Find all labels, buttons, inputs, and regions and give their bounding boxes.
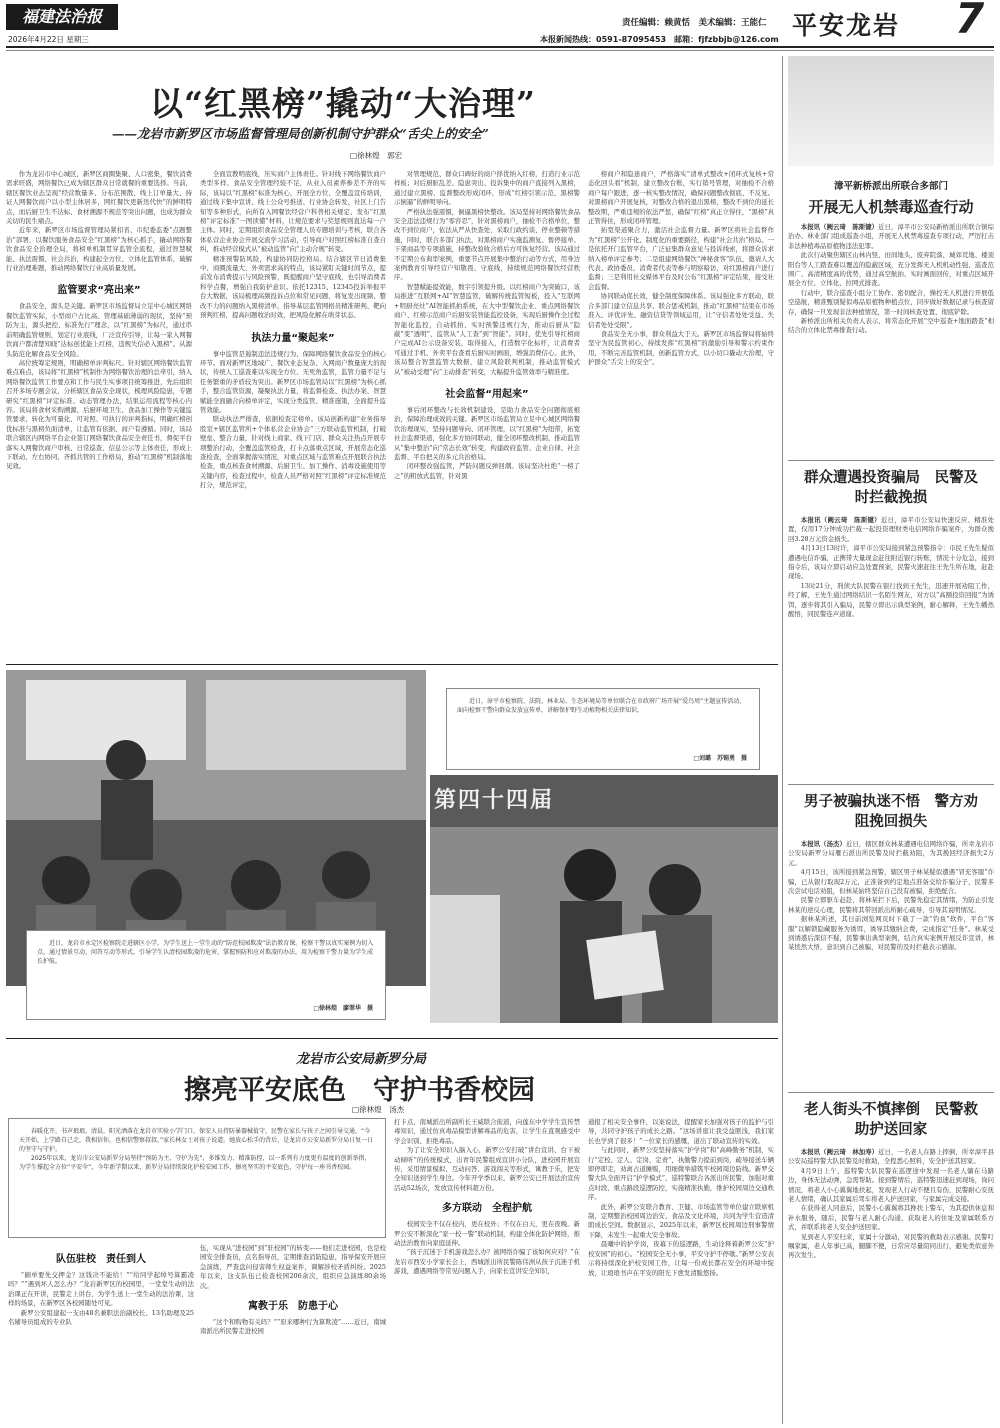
school-kicker: 龙岩市公安局新罗分局 <box>296 1052 427 1067</box>
right-a4-lead: 本报讯（阙云琦 林加寿） <box>800 1148 879 1156</box>
right-a4-title: 老人街头不慎摔倒 民警救助护送回家 <box>804 1101 978 1138</box>
right-a1-lead: 本报讯（阙云琦 陈斯键） <box>800 223 879 231</box>
right-a3-p2: 4月15日，该所接到紧急预警，辖区男子林某疑似遭遇“冒充客服”诈骗，已从银行取现2万元，正准备到约定地点准备交给诈骗分子，民警多次尝试电话劝阻，但林某始终坚信自己没有被骗，拒绝配合。 <box>788 868 994 896</box>
lead-col4-p3: 协同联动促长效，健全制度保障体系。该局强化多方联动，联合多部门建立信息共享、联合惩戒机制，推动“红黑榜”结果在市场准入、评优评先、融资信贷等领域运用，让“守信者处处受益、失信者处处受限”。 <box>588 292 774 329</box>
lead-sec1-p2: 高位统筹定规则，明确榜单评判标尺。针对辖区网络餐饮监管难点难点，该局将“红黑榜”机制作为网络餐饮治理的总牵引，纳入网络餐饮监管工作要点和工作与民生实事项目统筹推进，先后组织召开多场专题会议，分析辖区食品安全现状，梳理风险隐患，专题研究“红黑榜”评定标准、动态管理办法，结果运用流程等核心内容。该局将食材采购溯源、后厨环境卫生、食品加工操作等关键监管要求，转化为可量化、可对照、可执行的评判指标，明确红榜创优标准与黑榜负面清单，让监管有依据、商户有遵循。同时，该局联合辖区内网络平台企业签订网络餐饮食品安全责任书，督促平台落实入网餐饮商户审核、日常巡查、信息公示等主体责任，形成上下联动、左右协同、齐抓共管的工作格局，推动“红黑榜”机制落地见效。 <box>6 358 192 471</box>
page-number: 7 <box>955 0 985 43</box>
school-sec1-p: “刷单要先交押金？这钱决不能给！”“给同学起绰号算霸凌吗？”“遇到坏人怎么办？”龙岩新罗区的校园里，一堂堂生动的法治课正在开讲，民警走上讲台，为学生送上一堂生动的法治课，这样的场景，在新罗区各校园随处可见。 <box>8 1271 194 1308</box>
right-a1-p4: 新桥派出所相关负责人表示，将常态化开展“空中巡查+地面踏查”相结合的立体化禁毒排查行动。 <box>788 317 994 335</box>
school-sec3-heading: 多方联动 全程护航 <box>442 1203 532 1215</box>
lead-col2-p4: 联动执法严排查，依据检查定榜单。该局创新构建“业务指导股室+辖区监管所+个体私营企业协会”三方联动监管机制，打破壁垒、整合力量，针对线上商家、线下门店、群众关注热点开展专项整治行动，全覆盖监管检查，打卡点落重点区域，开展常态化巡查检查，全面掌握落实情况，对重点区域与监管难点开展联合执法检查，重点核查食材溯源、后厨卫生、加工操作、消毒设施使用等关键内容，检查过程中，检查人员严格对照“红黑榜”评定标准规范打分，规范评定， <box>200 415 386 490</box>
masthead-hotline: 本报新闻热线：0591-87095453 邮箱：fjfzbbjb@126.com <box>540 35 779 44</box>
lead-p2: 近年来，新罗区市场监督管理局紧扣省、市纪委监委“点题整治”部署，以餐饮服务食品安全“红黑榜”为核心抓手，撬动网络餐饮食品安全治理全局，将榜单机制贯穿监管全流程，通过智慧赋能、执法震慑、社会共治，构建起全方位、立体化监管体系，破解行业治理难题，推动网络餐饮行业高质量发展。 <box>6 226 192 273</box>
school-col-4 <box>588 1118 774 1424</box>
photo-bird-week <box>430 775 778 1023</box>
lead-col-1 <box>6 170 192 658</box>
school-col3-p3: 校园安全不仅在校内，更在校外；不仅在白天，更在夜晚。新罗公安不断深化“家一校一警”联动机制，构建全体化防护网络，推动法治教育向家庭延伸。 <box>394 1220 580 1248</box>
right-a1-kicker: 漳平新桥派出所联合多部门 <box>833 181 948 192</box>
lead-col2-p2: 精准预警防风险，构建协同防控格局。结合辖区节日消费集中、商圈流量大、外卖需求高的特点，该局紧盯关键时间节点，提前发布消费提示与风险预警，既提醒商户坚守底线，也引导消费者科学点餐，增强自我防护意识。依托12315、12345投诉举报平台大数据，该局梳理高频投诉点位和常见问题，将复发出现频、整改不力的问题纳入黑榜清单，指导基层监管网格员精准研判、靶向预判红榜，提高问题收治时效，把风险化解在萌芽状态。 <box>200 254 386 320</box>
photo-classroom-caption-box <box>26 930 386 1020</box>
lead-sec2-heading: 执法力量“聚起来” <box>251 332 335 344</box>
lead-col3-p4: 事后闭环整改与长效机制建设，是助力食品安全问题彻底根治，保障治理成效的关键。新罗区市场监管局立足中心城区网络餐饮治理现实，坚持问题导向、闭环管理，以“红黑榜”为纽带，拓宽社会监督渠道，强化多方协同联动，健全闭环整改机制，推动监管从“集中整治”向“常态长效”转变，构建政府监管、企业自律、社会监督、平台把关的多元共治格局。 <box>394 405 580 461</box>
school-col4-p4: 晨曦中的护学岗，夜幕下的巡逻路，生动诠释着新罗公安“护校安园”的初心。“校园安全无小事，平安守护不停歇。”新罗公安表示将持续深化护校安园工作，让每一份成长都在安全的环境中绽放，让琅琅书声在平安的阳光下愈发清脆悠扬。 <box>588 1240 774 1277</box>
right-rule-3 <box>788 1092 994 1093</box>
school-sec2-heading: 寓教于乐 防患于心 <box>248 1301 338 1313</box>
right-article-2 <box>788 468 994 780</box>
lead-sec1-p: 食品安全，源头是关键。新罗区市场监督局立足中心城区网络餐饮监管实际，小型商户占比高、管理基础薄弱的现状，坚持“预防为主，源头把控、标准先行”理念，以“红黑榜”为标尺，通过串前明确监管规则，划定行业底线，厂泛宣传引导，让每一家入网餐饮商户都清楚知晓“达标创优能上红榜，违规失信必入黑榜”。从源头防范化解食品安全风险。 <box>6 302 192 358</box>
lead-col-2 <box>200 170 386 658</box>
lead-sec3-heading: 社会监督“用起来” <box>445 388 529 400</box>
right-a4-p2: 4月9日上午，巡特警大队民警在巡逻途中发现一名老人躺在马路边，身体无法动弹，急需帮助。接到警情后，巡特警迅速赶到现场，询问情况，将老人小心翼翼地扶起，发现老人行动不便且有伤，民警耐心安抚老人情绪，确认其家属后驾车将老人护送回家，与家属完成交接。 <box>788 1166 994 1204</box>
lead-col2-p3: 事中监管是遏制违法违规行为、保障网络餐饮食品安全的核心环节。面对新罗区地域广、餐饮业态复杂、入网商户数量庞大的现状，传统人工巡查难以实现全方位、无死角监管，监管力量不足与任务繁重的矛盾较为突出。新罗区市场监管局以“红黑榜”为核心抓手，整合监管资源，凝聚执法力量，将监督检查、执法办案、智慧赋能全面融合向榜单评定，实现分类监管、精准施策，全面提升监管效能。 <box>200 349 386 414</box>
masthead-logo: 福建法治报 <box>6 4 118 30</box>
right-article-4 <box>788 1100 994 1424</box>
right-a4-p <box>788 1148 994 1167</box>
photo-block-rule <box>6 664 778 665</box>
right-a1-p2: 此次行动聚焦辖区山林内竖、田间地头、废弃院落、城郊荒地、楼顶阳台等人工踏查难以覆盖的隐蔽区域，充分发挥无人机机动性强、巡查范围广、高清精度高的优势，通过高空航拍、实时画面回传，对重点区域开展全方位、立体化、拉网式排查。 <box>788 251 994 288</box>
lead-col3-p1: 对管理规范、群众口碑好的商户择优纳入红榜，打造行业示范样板；对后厨脏乱差、隐患突出、投诉集中的商户直接列入黑榜，通过建立黑榜、监督整改形成闭环，形成“红榜引领示范，黑榜警示倒逼”的鲜明导向。 <box>394 170 580 207</box>
school-col4-p2: 与此同时，新罗公安坚持落实“护学岗”和“高峰勤务”机制，实行“定校、定人、定岗、定责”，执勤警力提前到岗，疏导接送车辆即停即走，劝离占道摊贩，用细微举措筑牢校园周边防线。新罗交警大队全面开启“护学模式”，巡特警联合各派出所民警，加强对重点时段、重点路段巡逻防控，实施精准执勤，维护校园周边交通秩序。 <box>588 1146 774 1202</box>
school-col-2 <box>200 1244 386 1424</box>
school-col-3 <box>394 1118 580 1424</box>
lead-byline: □徐林煌 郭宏 <box>350 151 403 160</box>
right-a3-text: 近日，辖区群众林某遭遇电信网络诈骗，所幸龙岩市公安局新罗分局雁石派出所民警及时拦截劝阻，为其挽回经济损失2万元。 <box>788 840 994 867</box>
right-a1-p3: 行动中，联合巡查小组分工协作、密切配合，操控无人机进行开展低空巡航，精准甄别疑似毒品原植物种植点位，同步做好数据记录与核查留存，确保一旦发现非法种植情况，第一时间核查处置、彻底铲除。 <box>788 288 994 316</box>
lead-title: 以“红黑榜”撬动“大治理” <box>150 84 536 123</box>
right-column-divider <box>782 56 783 1424</box>
masthead <box>0 0 1000 48</box>
school-intro-box <box>8 1118 386 1238</box>
right-a1-title: 开展无人机禁毒巡查行动 <box>808 198 974 216</box>
right-a2-p2: 4月13日13时许，漳平市公安局接到紧急预警指令：市民王先生疑似遭遇电信诈骗，正携带大量现金赶往附近银行转账，情况十分危急，接到指令后，该局立即启动应急处置预案，民警火速赶往王先生所在地，赶赴现场。 <box>788 544 994 581</box>
lead-col2-p1: 全面宣教明底线，压实商户主体责任。针对线下网络餐饮商户类型多样、食品安全管理经验不足，从业人员素养参差不齐的实际，该局以“红黑榜”标准为核心，开展全方位、全覆盖宣传培训，通过线下集中宣讲、线上公众号推送、行业协会转发、社区上门告知等多种形式，向所有入网餐饮经营户科普相关规定、发布“红黑榜”评定标准”一图读懂”材料，让规范要求与奖惩规则直达每一户主体。同时，定期组织食品安全管理人员专题培训与考核，联合各体私营企业协会开展交流学习活动，引导商户对照红榜标准自查自纠，推动经营模式从“被动监管”向“主动合规”转变。 <box>200 170 386 254</box>
photo-bird-week-caption-box <box>446 688 760 770</box>
right-a1-text: 近日，漳平市公安局新桥派出所联合镇综治办、林业部门组成巡查小组，开展无人机禁毒巡查专项行动，严厉打击非法种植毒品原植物违法犯罪。 <box>788 223 994 250</box>
right-a3-p4: 据林某所述，其日前浏览网页时下载了一款“钓鱼”软件，平台“客服”以解锁隐藏服务为诱饵，诱导其缴纳会费，完成指定“任务”。林某受到诱惑后深信不疑，民警拿出典型案例，结合真实案例开展反诈宣讲，林某恍然大悟，意识到自己被骗，对民警的及时拦截表示感谢。 <box>788 915 994 952</box>
right-article-3 <box>788 792 994 1088</box>
right-article-1 <box>788 178 994 456</box>
lead-col-4 <box>588 170 774 658</box>
lead-col3-p2: 严格执法强震慑，倒逼黑榜快整改。该局坚持对网络餐饮食品安全违法违规行为“零容忍”，针对黑榜商户，抽检不合格单位，整改不到位商户，依法从严从快查处，采取行政约谈、停业整顿等措施，同时，联合多部门执法，对黑榜商户实施监测复、暂停接单、下架商品等专项措施，持整改验收合格后方可恢复经营。该局通过不定期公布典型案例，重要节点开展集中整治行动等方式，用身边案例教育引导经营户知敬畏、守底线，持续规范网络餐饮经营秩序。 <box>394 207 580 282</box>
masthead-editors: 责任编辑：赖黄恬 美术编辑：王能仁 <box>622 18 767 28</box>
lead-sec1-heading: 监管要求“亮出来” <box>57 285 141 297</box>
school-rule <box>6 1038 778 1039</box>
photo-bird-week-banner: 第四十四届 <box>434 788 555 813</box>
right-a2-p <box>788 516 994 544</box>
right-a2-p3: 13时21分，刑侦大队民警在银行找到王先生，迅速开展劝阻工作，经了解，王先生通过网络结识一名陌生网友，对方以“高额投资回报”为诱饵，逐步将其引入骗局，民警立即出示典型案例，耐心解释，王先生幡然醒悟，同民警连声道谢。 <box>788 581 994 619</box>
photo-classroom-caption: 近日，龙岩市永定区检察院走进辖区小学，为学生送上一堂生动的“防范校园欺凌”法治教育课。检察干警以真实案例为切入点，通过情景互动、问答互动等形式，引导学生认清校园欺凌的危害，掌握预防和应对欺凌的办法，用为检察干警力量为学生成长护航。 <box>37 940 374 965</box>
right-a2-lead: 本报讯（阙云琦 陈斯键） <box>800 516 881 524</box>
right-a1-p <box>788 223 994 251</box>
school-title: 擦亮平安底色 守护书香校园 <box>184 1075 535 1106</box>
school-byline: □徐林煌 汤杰 <box>352 1105 405 1114</box>
school-col4-p1: 通报了相关安全事件，以案说法，提醒家长加强对孩子的监护与引导，共同守护孩子的成长之路。“这场讲座让我受益匪浅，我们家长也学到了很多！”一位家长的感慨，道出了联动宣传的实效。 <box>588 1118 774 1145</box>
lead-col3-p5: 闭环整改强监管，严防问题反弹回潮。该局坚决杜绝“一榜了之”的粗放式监管，针对黑 <box>394 462 580 480</box>
right-rule-2 <box>788 784 994 785</box>
school-col3-p2: 为了让安全知识入脑入心，新罗公安打破“讲台宣讲、台下被动倾听”的传统模式，出青年民警组成宣讲小分队，进校园开展宣传，采用情景模拟、互动问答、游戏闯关等形式，寓教于乐，把安全知识送到学生身边。今年开学季以来，新罗公安已开展法治宣传活动52场次，发放宣传材料超万份。 <box>394 1146 580 1192</box>
right-a2-text: 近日，漳平市公安局快速反应、精准处置，仅用17分钟成功拦截一起投资理财类电信网络诈骗案件，为群众挽回3.28万元资金损失。 <box>788 516 994 543</box>
school-col-1 <box>8 1244 194 1424</box>
lead-subtitle: ——龙岩市新罗区市场监督管理局创新机制守护群众“舌尖上的安全” <box>112 126 489 141</box>
right-a3-lead: 本报讯（汤杰） <box>800 840 846 848</box>
school-intro: 春暖花开，书声琅琅。清晨，阳光洒落在龙岩市实验小学门口，保安人员持防暴器械值守，民警在家长与孩子之间引导交通，“今天开始，上学路自己走，我相信你，也相信警察叔叔。”家长林女士对孩子说道。她放心松手的背后，是龙岩市公安局新罗分局日复一日的坚守与守护。 <box>19 1128 374 1153</box>
right-a4-p3: 在获得老人同意后，民警小心翼翼将其搀扶上警车，为其提供休息和补水服务，随后，民警与老人耐心沟通，获取老人的住址及家属联系方式，并联系将老人安全护送回家。 <box>788 1204 994 1232</box>
masthead-date: 2026年4月22日 星期三 <box>8 35 89 44</box>
masthead-rule-thin <box>6 50 994 51</box>
lead-col4-p1: 榜商户和隐患商户，严格落实“清单式整改+闭环式复核+常态化回头看”机制，建立整改台账，实行销号管理，对抽检不合格商户每户跟进，逐一核实整改情况，确保问题整改彻底、不反复。对黑榜商户开展复核，对整改合格的退出黑榜，整改不到位的延长整改期，严重违规的依法严惩，确保“红榜”真正立得住，“黑榜”真正管得住，形成闭环管理。 <box>588 170 774 226</box>
right-a4-text: 近日，一名老人在路上摔倒，所幸漳平县公安局巡特警大队民警及时救助，全程悉心照料，安全护送其回家。 <box>788 1148 994 1166</box>
lead-col4-p2: 拓宽渠道聚合力，激活社会监督力量。新罗区将社会监督作为“红黑榜”公开化、制度化的重要路径，构建“社会共治”格局。一是依托开门监管平台，广泛征集群众意见与投诉线索，将群众诉求纳入榜单评定参考；二是组建网络餐饮“神秘食客”队伍，邀请人大代表、政协委员、消费者代表等参与明察暗访，对红黑榜商户进行监督；三是利用社交媒体平台及时公布“红黑榜”评定结果，接受社会监督。 <box>588 226 774 291</box>
lead-intro: 作为龙岩市中心城区，新罗区商圈集聚、人口密集，餐饮消费需求旺盛，网络餐饮已成为辖区群众日常就餐的重要选择。当前，辖区餐饮业态呈现“经营数量多、分布范围散、线上订单量大、持证人网餐饮商户以小型主体居多，网红餐饮更新迭代快”的鲜明特点，而后厨卫生不达标、食材溯源不规范等突出问题，也成为群众关切的民生痛点。 <box>6 170 192 226</box>
school-col4-p3: 此外，新罗公安联合教育、卫健、市场监管等单位建立联席机制，定期整治校园周边治安、食品及文化环境，共同为学生营造清朗成长空间。数据显示，2025年以来，新罗区校园周边刑事警情下降，未发生一起重大安全事故。 <box>588 1202 774 1239</box>
lead-col4-p4: 食品安全无小事，群众利益大于天。新罗区市场监督局将始终坚守为民监管初心，持续发挥“红黑榜”的激励引导和警示约束作用，不断完善监管机制，创新监管方式，以小切口撬动大治理，守护群众“舌尖上的安全”。 <box>588 329 774 367</box>
lead-col-3 <box>394 170 580 658</box>
lead-col3-p3: 智慧赋能提效能，数字引领提升级。以红榜商户为突破口，该局推进“互联网+AI”智慧监管，破解传统监管短板，投入“互联网+明厨亮灶”AI智能抓拍系统，在大中型餐饮企业、重点网络餐饮商户、红榜示范商户后厨安装智能监控设备，实现后厨操作全过程智能化监控，自动抓拍、实时预警违规行为，推动后厨从“隐蔽”变“透明”，监管从“人工查”到“智能”。同时，优先引导红榜商户完成AI公示设备安装，取得接入，打造数字化标杆，让消费者可通过手机、外卖平台查看后厨实时画面，增强消费信心。此外，该局整合智慧监管大数据，建立风险联判机制，推动监管模式从“被动受理”向“主动排查”转变，大幅提升监管效率与精准度。 <box>394 282 580 376</box>
right-a4-p4: 见到老人平安归来，家属十分激动，对民警的救助表示感谢。民警叮嘱家属，老人年事已高，腿脚不便，日常应尽量陪同出行，避免类似意外再次发生。 <box>788 1232 994 1260</box>
right-header-band <box>788 56 994 166</box>
school-sec1-p2: 新罗公安组建起一支由48名兼职法治副校长、13名助理及25名辅导员组成的专业队 <box>8 1308 194 1327</box>
right-rule-1 <box>788 460 994 461</box>
right-a3-p <box>788 840 994 868</box>
school-col2-p2: “这个和购物有关吗？”“原来哪种行为算欺凌”……近日，南城南派出所民警走进校园 <box>200 1318 386 1336</box>
photo-bird-week-byline: □刘璐 苏锡勇 摄 <box>693 755 747 762</box>
school-col3-p1: 打卡点，南城派出所副所长王威联合街道，向莲东中学学生宣传禁毒知识，通过仿真毒品模型讲解毒品的危害，让学生在直观感受中学会识别、拒绝毒品。 <box>394 1118 580 1145</box>
masthead-rule <box>6 46 994 48</box>
school-col2-p1: 伍，实现从“进校园”到“驻校园”的转变——他们走进校园，也是校园安全排查员，点名指导员，定期排查消防隐患，指导保安开展应急演练，严查盘问侵害师生权益案件，调解涉校矛盾纠纷。2025年以来，这支队伍已检查校园206余次，组织应急演练80余场次。 <box>200 1244 386 1290</box>
section-title: 平安龙岩 <box>792 11 901 40</box>
photo-bird-week-caption: 近日，漳平市检察院、法院、林业局、生态环境局等单位联合在市政府广场开展“爱鸟周”主题宣传活动，面向检察干警向群众发放宣传单，讲解保护野生动植物相关法律知识。 <box>457 698 746 714</box>
right-a3-p3: 民警立即驱车赶赴，将林某拦下后，民警先稳定其情绪，为防止引发林某的逆反心理，民警将其带回派出所耐心疏导，引导其说明情况。 <box>788 896 994 914</box>
right-a2-title: 群众遭遇投资骗局 民警及时拦截挽损 <box>804 469 978 506</box>
right-a3-title: 男子被骗执迷不悟 警方劝阻挽回损失 <box>804 793 978 830</box>
school-intro2: 2025年以来，龙岩市公安局新罗分局坚持“预防为主、守护为先”，多维发力、精准防控，以一系列有力度更有温度的创新举措，为学生撑起全方位“平安伞”，今年新学期以来，新罗分局持续深化护校安园工作，擦亮坚实的平安底色，守护每一座书香校园。 <box>19 1155 371 1171</box>
photo-classroom-byline: □徐林煌 廖翠华 摄 <box>313 1005 373 1012</box>
school-sec1-heading: 队伍驻校 责任到人 <box>56 1254 146 1265</box>
school-col3-p4: “孩子沉迷于手机游戏怎么办？被网络诈骗了该如何应对？”在龙岩市西安小学家长会上，西城派出所民警陈伟洲从孩子沉迷手机游戏，遭遇网络等常见问题入手，向家长宣讲安全知识， <box>394 1248 580 1276</box>
